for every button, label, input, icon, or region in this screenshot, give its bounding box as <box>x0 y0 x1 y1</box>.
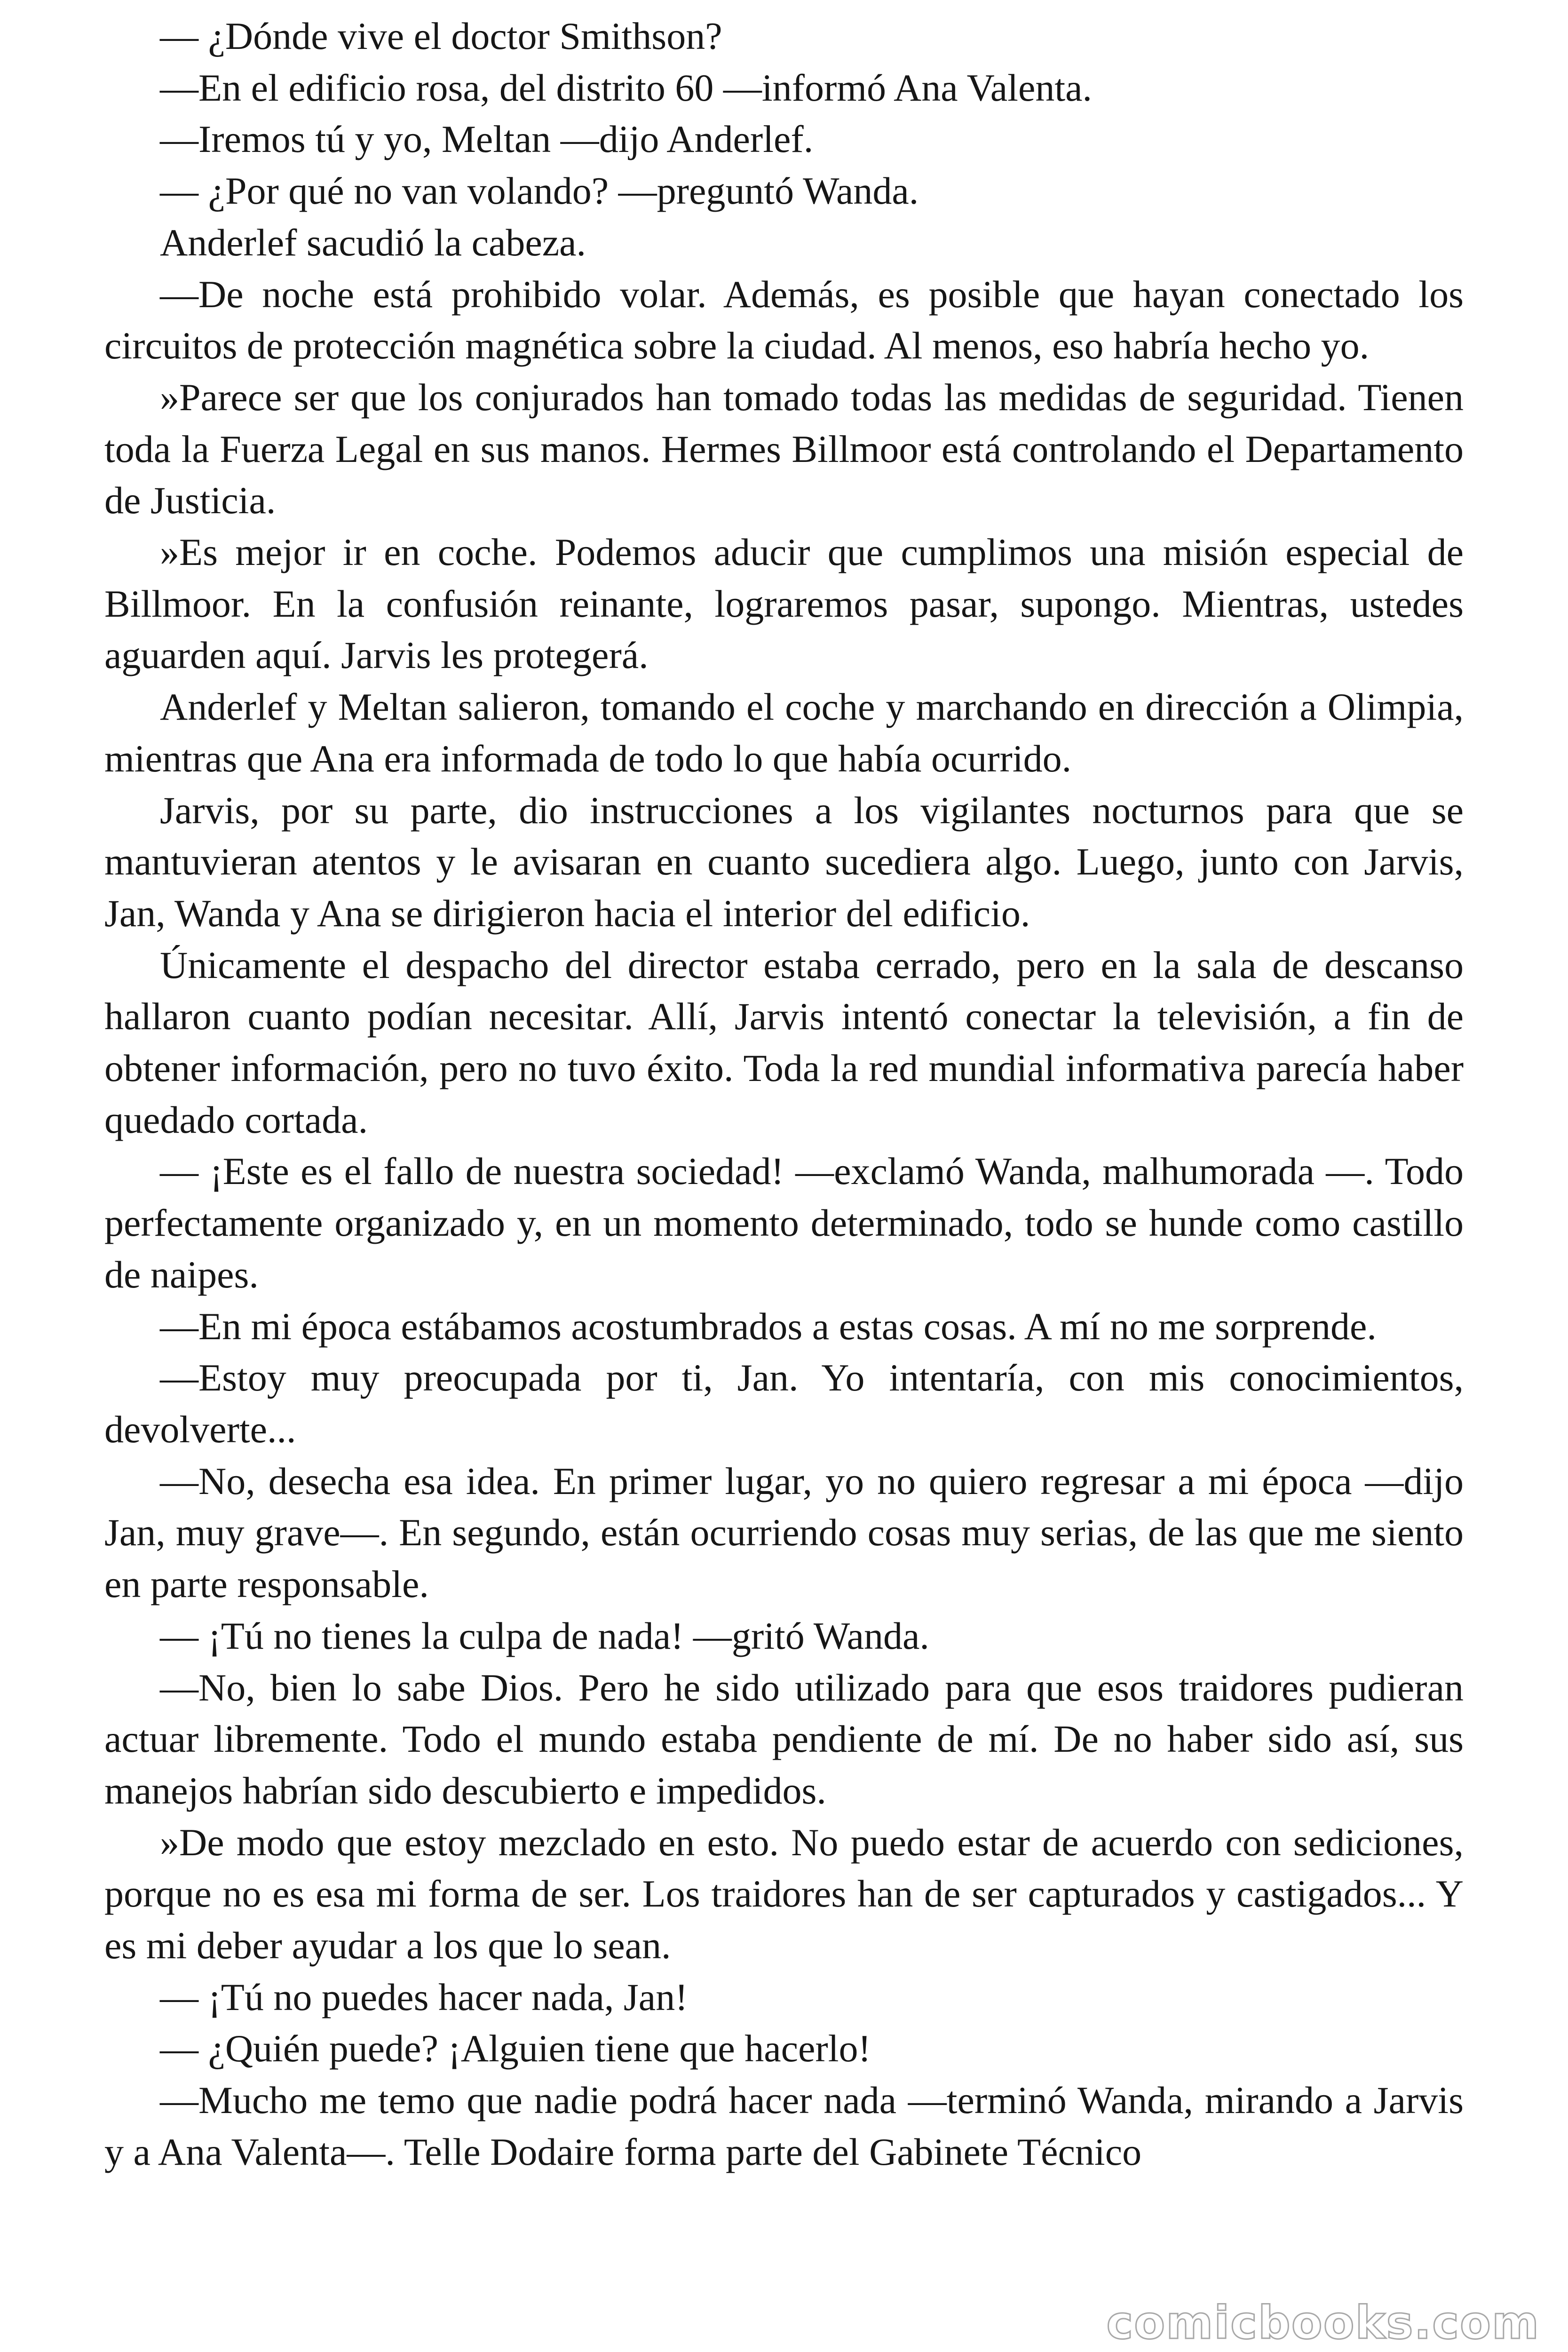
paragraph: —No, bien lo sabe Dios. Pero he sido utilizado para que esos traidores pudieran actuar libremente. Todo el mundo estaba pendiente de mí. De no haber sido así, sus manejos habrían sido descubierto e impedidos. <box>104 1666 1464 1812</box>
paragraph: — ¿Quién puede? ¡Alguien tiene que hacerlo! <box>160 2027 871 2070</box>
paragraph: Jarvis, por su parte, dio instrucciones a los vigilantes nocturnos para que se mantuvieran atentos y le avisaran en cuanto sucediera algo. Luego, junto con Jarvis, Jan, Wanda y Ana se dirigieron hacia el interior del edificio. <box>104 788 1464 935</box>
paragraph: »Es mejor ir en coche. Podemos aducir que cumplimos una misión especial de Billmoor. En la confusión reinante, lograremos pasar, supongo. Mientras, ustedes aguarden aquí. Jarvis les protegerá. <box>104 531 1464 677</box>
paragraph: — ¿Por qué no van volando? —preguntó Wanda. <box>160 169 919 213</box>
watermark: comicbooks.com <box>1106 2296 1540 2349</box>
paragraph: »De modo que estoy mezclado en esto. No puedo estar de acuerdo con sediciones, porque no es esa mi forma de ser. Los traidores han de ser capturados y castigados... Y es mi deber ayudar a los que lo sean. <box>104 1820 1464 1967</box>
paragraph: — ¡Este es el fallo de nuestra sociedad! —exclamó Wanda, malhumorada —. Todo perfectamente organizado y, en un momento determinado, todo se hunde como castillo de naipes. <box>104 1150 1464 1296</box>
paragraph: Anderlef sacudió la cabeza. <box>160 221 586 264</box>
paragraph: —Iremos tú y yo, Meltan —dijo Anderlef. <box>160 118 814 161</box>
paragraph: »Parece ser que los conjurados han tomado todas las medidas de seguridad. Tienen toda la Fuerza Legal en sus manos. Hermes Billmoor está controlando el Departamento de Justicia. <box>104 375 1464 522</box>
paragraph: — ¡Tú no tienes la culpa de nada! —gritó Wanda. <box>160 1614 929 1657</box>
paragraph: —Mucho me temo que nadie podrá hacer nada —terminó Wanda, mirando a Jarvis y a Ana Valenta—. Telle Dodaire forma parte del Gabinete Técnico <box>104 2079 1464 2173</box>
paragraph: —De noche está prohibido volar. Además, es posible que hayan conectado los circuitos de protección magnética sobre la ciudad. Al menos, eso habría hecho yo. <box>104 272 1464 367</box>
paragraph: Únicamente el despacho del director estaba cerrado, pero en la sala de descanso hallaron cuanto podían necesitar. Allí, Jarvis intentó conectar la televisión, a fin de obtener información, pero no tuvo éxito. Toda la red mundial informativa parecía haber quedado cortada. <box>104 943 1464 1141</box>
paragraph: — ¿Dónde vive el doctor Smithson? <box>160 15 722 57</box>
paragraph: Anderlef y Meltan salieron, tomando el coche y marchando en dirección a Olimpia, mientras que Ana era informada de todo lo que había ocurrido. <box>104 685 1464 780</box>
paragraph: —Estoy muy preocupada por ti, Jan. Yo intentaría, con mis conocimientos, devolverte... <box>104 1356 1464 1451</box>
page-text <box>104 10 1464 2178</box>
paragraph: —No, desecha esa idea. En primer lugar, yo no quiero regresar a mi época —dijo Jan, muy grave—. En segundo, están ocurriendo cosas muy serias, de las que me siento en parte responsable. <box>104 1459 1464 1606</box>
paragraph: — ¡Tú no puedes hacer nada, Jan! <box>160 1975 688 2018</box>
paragraph: —En el edificio rosa, del distrito 60 —informó Ana Valenta. <box>160 66 1093 109</box>
paragraph: —En mi época estábamos acostumbrados a estas cosas. A mí no me sorprende. <box>160 1304 1377 1348</box>
